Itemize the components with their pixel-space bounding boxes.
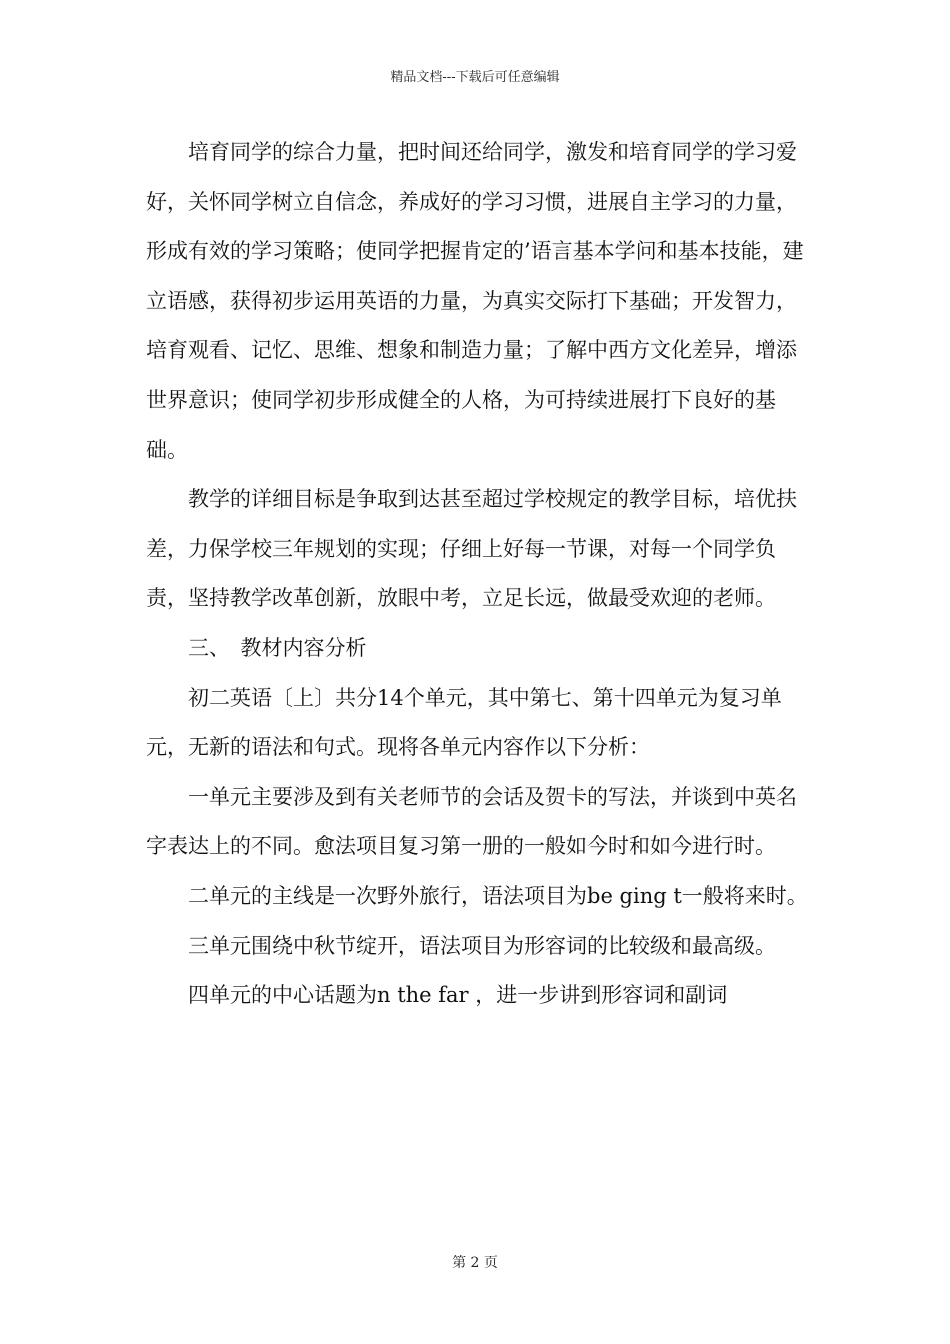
section-heading: 三、 教材内容分析 — [188, 635, 367, 660]
page-header: 精品文档---下载后可任意编辑 — [390, 70, 560, 85]
paragraph-overview: 初二英语〔上〕共分14个单元，其中第七、第十四单元为复习单元，无新的语法和句式。现将各单元内容作以下分析： — [146, 685, 782, 760]
document-body — [146, 128, 810, 1021]
paragraph-unit-1: 一单元主要涉及到有关老师节的会话及贺卡的写法，并谈到中英名字表达上的不同。愈法项目复习第一册的一般如今时和如今进行时。 — [146, 784, 797, 859]
paragraph-teaching-target: 教学的详细目标是争取到达甚至超过学校规定的教学目标，培优扶差，力保学校三年规划的实现；仔细上好每一节课，对每一个同学负责，坚持教学改革创新，放眼中考，立足长远，做最受欢迎的老师。 — [146, 487, 797, 611]
paragraph-unit-4: 四单元的中心话题为n the far ，进一步讲到形容词和副词 — [188, 983, 728, 1008]
paragraph-unit-2: 二单元的主线是一次野外旅行，语法项目为be ging t一般将来时。 — [188, 883, 808, 908]
paragraph-unit-3: 三单元围绕中秋节绽开，语法项目为形容词的比较级和最高级。 — [188, 933, 776, 958]
paragraph-goals: 培育同学的综合力量，把时间还给同学，激发和培育同学的学习爱好，关怀同学树立自信念，养成好的学习习惯，进展自主学习的力量，形成有效的学习策略；使同学把握肯定的’语言基本学问和基本技能，建立语感，获得初步运用英语的力量，为真实交际打下基础；开发智力，培育观看、记忆、思维、想象和制造力量；了解中西方文化差异，增添世界意识；使同学初步形成健全的人格，为可持续进展打下良好的基础。 — [146, 140, 804, 462]
page-number: 第 2 页 — [452, 1255, 498, 1271]
